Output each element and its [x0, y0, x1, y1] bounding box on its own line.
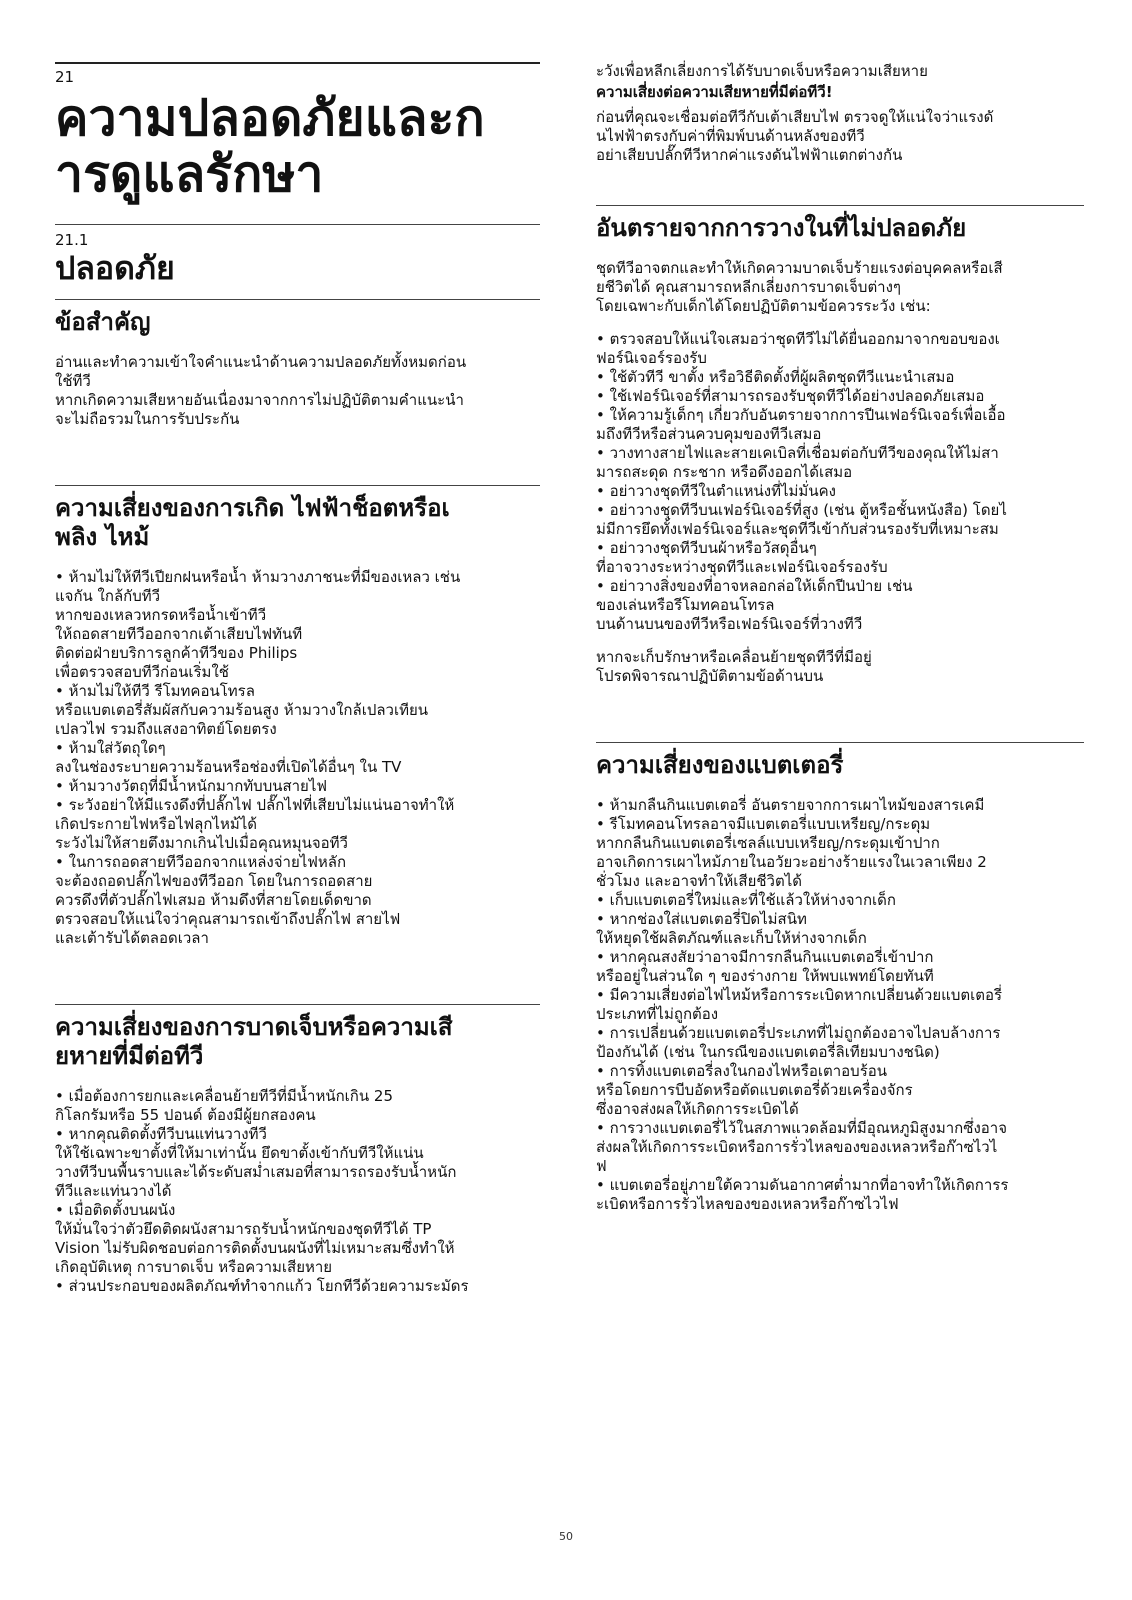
chapter-number: 21: [55, 68, 75, 86]
unsafe-intro: ชุดทีวีอาจตกและทำให้เกิดความบาดเจ็บร้ายแรงต่อบุคคลหรือเสี ยชีวิตได้ คุณสามารถหลีกเลี่ยงการบาดเจ็บต่างๆ โดยเฉพาะกับเด็กได้โดยปฏิบัติตามข้อควรระวัง เช่น:: [596, 259, 1003, 315]
page-number: 50: [559, 1530, 573, 1543]
battery-title: ความเสี่ยงของแบตเตอรี่: [596, 751, 844, 779]
section-title: ปลอดภัย: [55, 249, 175, 287]
unsafe-list: • ตรวจสอบให้แน่ใจเสมอว่าชุดทีวีไม่ได้ยื่นออกมาจากขอบของเ ฟอร์นิเจอร์รองรับ • ใช้ตัวทีวี ขาตั้ง หรือวิธีติดตั้งที่ผู้ผลิตชุดทีวีแนะนำเสมอ • ใช้เฟอร์นิเจอร์ที่สามารถรองรับชุดทีวีได้อย่างปลอดภัยเสมอ • ให้ความรู้เด็กๆ เกี่ยวกับอันตรายจากการปีนเฟอร์นิเจอร์เพื่อเอื้อ มถึงทีวีหรือส่วนควบคุมของทีวีเสมอ • วางทางสายไฟและสายเคเบิลที่เชื่อมต่อกับทีวีของคุณให้ไม่สา มารถสะดุด กระชาก หรือดึงออกได้เสมอ • อย่าวางชุดทีวีในตำแหน่งที่ไม่มั่นคง • อย่าวางชุดทีวีบนเฟอร์นิเจอร์ที่สูง (เช่น ตู้หรือชั้นหนังสือ) โดยไ ม่มีการยึดทั้งเฟอร์นิเจอร์และชุดทีวีเข้ากับส่วนรองรับที่เหมาะสม • อย่าวางชุดทีวีบนผ้าหรือวัสดุอื่นๆ ที่อาจวางระหว่างชุดทีวีและเฟอร์นิเจอร์รองรับ • อย่าวางสิ่งของที่อาจหลอกล่อให้เด็กปีนป่าย เช่น ของเล่นหรือรีโมทคอนโทรล บนด้านบนของทีวีหรือเฟอร์นิเจอร์ที่วางทีวี: [596, 330, 1007, 633]
chapter-rule: [55, 62, 540, 64]
injury-text-continued: ะวังเพื่อหลีกเลี่ยงการได้รับบาดเจ็บหรือความเสียหาย: [596, 62, 928, 80]
important-title: ข้อสำคัญ: [55, 308, 151, 336]
electric-text: • ห้ามไม่ให้ทีวีเปียกฝนหรือน้ำ ห้ามวางภาชนะที่มีของเหลว เช่น แจกัน ใกล้กับทีวี หากของเหลวหกรดหรือน้ำเข้าทีวี ให้ถอดสายทีวีออกจากเต้าเสียบไฟทันที ติดต่อฝ่ายบริการลูกค้าทีวีของ Philips เพื่อตรวจสอบทีวีก่อนเริ่มใช้ • ห้ามไม่ให้ทีวี รีโมทคอนโทรล หรือแบตเตอรี่สัมผัสกับความร้อนสูง ห้ามวางใกล้เปลวเทียน เปลวไฟ รวมถึงแสงอาทิตย์โดยตรง • ห้ามใส่วัตถุใดๆ ลงในช่องระบายความร้อนหรือช่องที่เปิดได้อื่นๆ ใน TV • ห้ามวางวัตถุที่มีน้ำหนักมากทับบนสายไฟ • ระวังอย่าให้มีแรงดึงที่ปลั๊กไฟ ปลั๊กไฟที่เสียบไม่แน่นอาจทำให้ เกิดประกายไฟหรือไฟลุกไหม้ได้ ระวังไม่ให้สายตึงมากเกินไปเมื่อคุณหมุนจอทีวี • ในการถอดสายทีวีออกจากแหล่งจ่ายไฟหลัก จะต้องถอดปลั๊กไฟของทีวีออก โดยในการถอดสาย ควรดึงที่ตัวปลั๊กไฟเสมอ ห้ามดึงที่สายโดยเด็ดขาด ตรวจสอบให้แน่ใจว่าคุณสามารถเข้าถึงปลั๊กไฟ สายไฟ และเต้ารับได้ตลอดเวลา: [55, 568, 461, 947]
left-column: [55, 62, 540, 1310]
unsafe-rule: [596, 205, 1084, 206]
voltage-text: ก่อนที่คุณจะเชื่อมต่อทีวีกับเต้าเสียบไฟ ตรวจดูให้แน่ใจว่าแรงดั นไฟฟ้าตรงกับค่าที่พิมพ์บนด้านหลังของทีวี อย่าเสียบปลั๊กทีวีหากค่าแรงดันไฟฟ้าแตกต่างกัน: [596, 108, 994, 164]
unsafe-title: อันตรายจากการวางในที่ไม่ปลอดภัย: [596, 214, 967, 242]
injury-text: • เมื่อต้องการยกและเคลื่อนย้ายทีวีที่มีน้ำหนักเกิน 25 กิโลกรัมหรือ 55 ปอนด์ ต้องมีผู้ยกสองคน • หากคุณติดตั้งทีวีบนแท่นวางทีวี ให้ใช้เฉพาะขาตั้งที่ให้มาเท่านั้น ยึดขาตั้งเข้ากับทีวีให้แน่น วางทีวีบนพื้นราบและได้ระดับสม่ำเสมอที่สามารถรองรับน้ำหนัก ทีวีและแท่นวางได้ • เมื่อติดตั้งบนผนัง ให้มั่นใจว่าตัวยึดติดผนังสามารถรับน้ำหนักของชุดทีวีได้ TP Vision ไม่รับผิดชอบต่อการติดตั้งบนผนังที่ไม่เหมาะสมซึ่งทำให้ เกิดอุบัติเหตุ การบาดเจ็บ หรือความเสียหาย • ส่วนประกอบของผลิตภัณฑ์ทำจากแก้ว โยกทีวีด้วยความระมัดร: [55, 1087, 469, 1295]
chapter-title: ความปลอดภัยและก ารดูแลรักษา: [55, 89, 485, 203]
electric-rule: [55, 485, 540, 486]
electric-title: ความเสี่ยงของการเกิด ไฟฟ้าช็อตหรือเ พลิง ไหม้: [55, 494, 450, 551]
injury-rule: [55, 1004, 540, 1005]
battery-text: • ห้ามกลืนกินแบตเตอรี่ อันตรายจากการเผาไหม้ของสารเคมี • รีโมทคอนโทรลอาจมีแบตเตอรี่แบบเหรียญ/กระดุม หากกลืนกินแบตเตอรี่เซลล์แบบเหรียญ/กระดุมเข้าปาก อาจเกิดการเผาไหม้ภายในอวัยวะอย่างร้ายแรงในเวลาเพียง 2 ชั่วโมง และอาจทำให้เสียชีวิตได้ • เก็บแบตเตอรี่ใหม่และที่ใช้แล้วให้ห่างจากเด็ก • หากช่องใส่แบตเตอรี่ปิดไม่สนิท ให้หยุดใช้ผลิตภัณฑ์และเก็บให้ห่างจากเด็ก • หากคุณสงสัยว่าอาจมีการกลืนกินแบตเตอรี่เข้าปาก หรืออยู่ในส่วนใด ๆ ของร่างกาย ให้พบแพทย์โดยทันที • มีความเสี่ยงต่อไฟไหม้หรือการระเบิดหากเปลี่ยนด้วยแบตเตอรี่ ประเภทที่ไม่ถูกต้อง • การเปลี่ยนด้วยแบตเตอรี่ประเภทที่ไม่ถูกต้องอาจไปลบล้างการ ป้องกันได้ (เช่น ในกรณีของแบตเตอรี่ลิเทียมบางชนิด) • การทิ้งแบตเตอรี่ลงในกองไฟหรือเตาอบร้อน หรือโดยการบีบอัดหรือตัดแบตเตอรี่ด้วยเครื่องจักร ซึ่งอาจส่งผลให้เกิดการระเบิดได้ • การวางแบตเตอรี่ไว้ในสภาพแวดล้อมที่มีอุณหภูมิสูงมากซึ่งอาจ ส่งผลให้เกิดการระเบิดหรือการรั่วไหลของของเหลวหรือก๊าซไวไ ฟ • แบตเตอรี่อยู่ภายใต้ความดันอากาศต่ำมากที่อาจทำให้เกิดการร ะเบิดหรือการรั่วไหลของของเหลวหรือก๊าซไวไฟ: [596, 796, 1009, 1213]
section-rule: [55, 224, 540, 225]
important-text: อ่านและทำความเข้าใจคำแนะนำด้านความปลอดภัยทั้งหมดก่อน ใช้ทีวี หากเกิดความเสียหายอันเนื่องมาจากการไม่ปฏิบัติตามคำแนะนำ จะไม่ถือรวมในการรับประกัน: [55, 353, 467, 428]
unsafe-note: หากจะเก็บรักษาหรือเคลื่อนย้ายชุดทีวีที่มีอยู่ โปรดพิจารณาปฏิบัติตามข้อด้านบน: [596, 648, 872, 685]
section-number: 21.1: [55, 231, 89, 249]
damage-risk-heading: ความเสี่ยงต่อความเสียหายที่มีต่อทีวี!: [596, 83, 833, 101]
important-rule: [55, 299, 540, 300]
right-column: [596, 62, 1084, 1228]
battery-rule: [596, 742, 1084, 743]
injury-title: ความเสี่ยงของการบาดเจ็บหรือความเสี ยหายที่มีต่อทีวี: [55, 1013, 453, 1070]
